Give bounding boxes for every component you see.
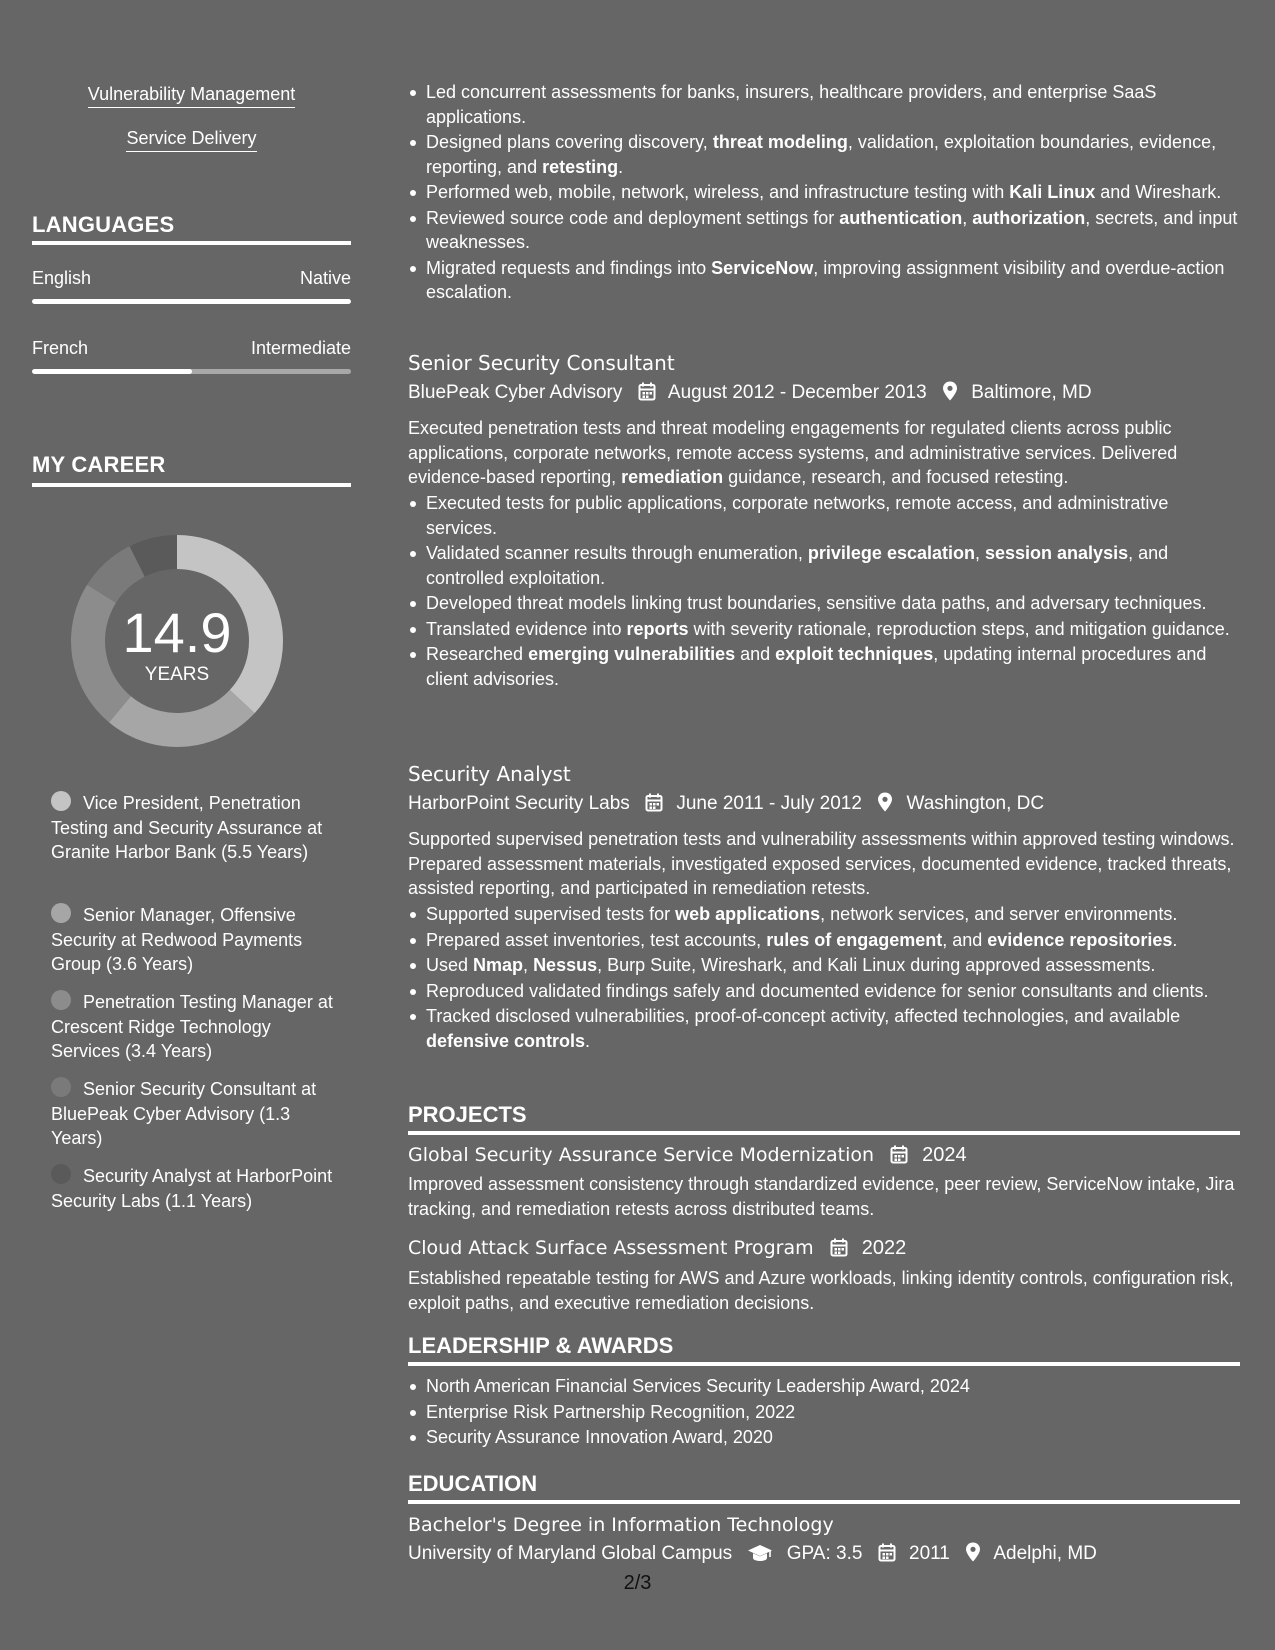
language-proficiency-fill bbox=[32, 369, 192, 374]
bullet-item: Designed plans covering discovery, threat modeling, validation, exploitation boundaries, evidence, reporting, and retesting. bbox=[408, 130, 1240, 179]
career-legend-label: Penetration Testing Manager at Crescent Ridge Technology Services (3.4 Years) bbox=[51, 992, 333, 1061]
career-legend-item bbox=[51, 1164, 336, 1213]
bullet-item: Migrated requests and findings into ServiceNow, improving assignment visibility and overdue-action escalation. bbox=[408, 256, 1240, 305]
job-summary: Supported supervised penetration tests and vulnerability assessments within approved testing windows. Prepared assessment materials, investigated exposed services, documented evidence, tracked threats, assisted reporting, and participated in remediation retests. bbox=[408, 829, 1235, 898]
job-bullets bbox=[408, 491, 1240, 692]
career-legend-label: Senior Security Consultant at BluePeak Cyber Advisory (1.3 Years) bbox=[51, 1079, 317, 1148]
location-pin-icon bbox=[877, 792, 893, 812]
skill-link[interactable] bbox=[32, 128, 351, 152]
graduation-cap-icon bbox=[747, 1544, 773, 1562]
language-level: Native bbox=[299, 268, 351, 288]
award-item: North American Financial Services Security Leadership Award, 2024 bbox=[408, 1374, 1240, 1399]
education-year: 2011 bbox=[909, 1543, 950, 1564]
job-dates: June 2011 - July 2012 bbox=[676, 793, 862, 814]
projects-rule bbox=[408, 1131, 1240, 1135]
calendar-icon bbox=[638, 382, 656, 401]
language-name: English bbox=[32, 268, 92, 288]
school-name: University of Maryland Global Campus bbox=[408, 1543, 733, 1564]
bullet-item: Used Nmap, Nessus, Burp Suite, Wireshark, and Kali Linux during approved assessments. bbox=[408, 953, 1240, 978]
language-name: French bbox=[32, 338, 89, 358]
bullet-item: Researched emerging vulnerabilities and exploit techniques, updating internal procedures and client advisories. bbox=[408, 642, 1240, 691]
awards-list bbox=[408, 1374, 1240, 1451]
job-meta bbox=[408, 380, 1240, 406]
skill-link[interactable] bbox=[32, 84, 351, 108]
leadership-heading: LEADERSHIP & AWARDS bbox=[408, 1333, 674, 1358]
calendar-icon bbox=[890, 1145, 908, 1164]
career-rule bbox=[32, 483, 351, 487]
job-summary: Executed penetration tests and threat modeling engagements for regulated clients across public applications, corporate networks, remote access systems, and administrative services. Delivered evidence-based reporting, remediation guidance, research, and focused retesting. bbox=[408, 418, 1178, 487]
education-rule bbox=[408, 1500, 1240, 1504]
calendar-icon bbox=[830, 1238, 848, 1257]
bullet-item: Developed threat models linking trust boundaries, sensitive data paths, and adversary techniques. bbox=[408, 591, 1240, 616]
career-legend-dot bbox=[51, 903, 71, 923]
job-title: Security Analyst bbox=[408, 762, 571, 786]
career-legend-label: Security Analyst at HarborPoint Security Labs (1.1 Years) bbox=[51, 1166, 333, 1211]
company-name: HarborPoint Security Labs bbox=[408, 793, 630, 814]
project-year: 2022 bbox=[861, 1237, 907, 1259]
bullet-item: Executed tests for public applications, corporate networks, remote access, and administrative services. bbox=[408, 491, 1240, 540]
job-meta bbox=[408, 791, 1240, 817]
bullet-item: Supported supervised tests for web applications, network services, and server environments. bbox=[408, 902, 1240, 927]
bullet-item: Reproduced validated findings safely and documented evidence for senior consultants and clients. bbox=[408, 979, 1240, 1004]
calendar-icon bbox=[878, 1543, 896, 1562]
previous-job-bullets bbox=[408, 80, 1240, 306]
bullet-item: Prepared asset inventories, test accounts, rules of engagement, and evidence repositories. bbox=[408, 928, 1240, 953]
bullet-item: Translated evidence into reports with severity rationale, reproduction steps, and mitigation guidance. bbox=[408, 617, 1240, 642]
career-legend-dot bbox=[51, 791, 71, 811]
project-title: Cloud Attack Surface Assessment Program bbox=[408, 1237, 814, 1259]
sidebar bbox=[32, 0, 351, 1650]
skill-label[interactable]: Service Delivery bbox=[126, 128, 256, 152]
project-description: Established repeatable testing for AWS and Azure workloads, linking identity controls, configuration risk, exploit paths, and executive remediation decisions. bbox=[408, 1268, 1234, 1313]
company-name: BluePeak Cyber Advisory bbox=[408, 382, 623, 403]
project-title-row bbox=[408, 1235, 1240, 1261]
languages-rule bbox=[32, 241, 351, 245]
bullet-item: Tracked disclosed vulnerabilities, proof-of-concept activity, affected technologies, and available defensive controls. bbox=[408, 1004, 1240, 1053]
project-title-row bbox=[408, 1142, 1240, 1168]
degree-title: Bachelor's Degree in Information Technology bbox=[408, 1514, 834, 1536]
job-dates: August 2012 - December 2013 bbox=[667, 382, 927, 403]
location-pin-icon bbox=[942, 381, 958, 401]
education-gpa: GPA: 3.5 bbox=[786, 1543, 863, 1564]
career-legend-item bbox=[51, 990, 336, 1064]
language-proficiency-bar bbox=[32, 369, 351, 374]
bullet-item: Validated scanner results through enumeration, privilege escalation, session analysis, and controlled exploitation. bbox=[408, 541, 1240, 590]
career-legend-item bbox=[51, 903, 336, 977]
language-level: Intermediate bbox=[250, 338, 351, 358]
career-legend-dot bbox=[51, 1077, 71, 1097]
main-column bbox=[408, 0, 1240, 1650]
career-legend-dot bbox=[51, 1164, 71, 1184]
job-location: Baltimore, MD bbox=[971, 382, 1092, 403]
job-bullets bbox=[408, 902, 1240, 1054]
project-description: Improved assessment consistency through standardized evidence, peer review, ServiceNow intake, Jira tracking, and remediation retests across distributed teams. bbox=[408, 1174, 1235, 1219]
award-item: Security Assurance Innovation Award, 2020 bbox=[408, 1425, 1240, 1450]
bullet-item: Performed web, mobile, network, wireless, and infrastructure testing with Kali Linux and Wireshark. bbox=[408, 180, 1240, 205]
education-heading: EDUCATION bbox=[408, 1471, 538, 1496]
languages-heading: LANGUAGES bbox=[32, 212, 175, 237]
career-total-years: 14.9 bbox=[122, 601, 232, 664]
education-location: Adelphi, MD bbox=[993, 1543, 1097, 1564]
skill-label[interactable]: Vulnerability Management bbox=[88, 84, 295, 108]
location-pin-icon bbox=[965, 1542, 981, 1562]
page-number: 2/3 bbox=[623, 1572, 652, 1594]
career-legend-label: Senior Manager, Offensive Security at Redwood Payments Group (3.6 Years) bbox=[51, 905, 303, 974]
calendar-icon bbox=[645, 793, 663, 812]
bullet-item: Led concurrent assessments for banks, insurers, healthcare providers, and enterprise SaaS applications. bbox=[408, 80, 1240, 129]
career-heading: MY CAREER bbox=[32, 452, 166, 477]
job-location: Washington, DC bbox=[906, 793, 1045, 814]
projects-heading: PROJECTS bbox=[408, 1102, 527, 1127]
award-item: Enterprise Risk Partnership Recognition, 2022 bbox=[408, 1400, 1240, 1425]
education-meta bbox=[408, 1541, 1240, 1567]
bullet-item: Reviewed source code and deployment settings for authentication, authorization, secrets, and input weaknesses. bbox=[408, 206, 1240, 255]
career-legend-item bbox=[51, 791, 336, 865]
career-legend-dot bbox=[51, 990, 71, 1010]
leadership-rule bbox=[408, 1362, 1240, 1366]
career-legend-item bbox=[51, 1077, 336, 1151]
career-legend-label: Vice President, Penetration Testing and Security Assurance at Granite Harbor Bank (5.5 Years) bbox=[51, 793, 323, 862]
career-donut-segment bbox=[109, 690, 255, 747]
project-year: 2024 bbox=[922, 1144, 967, 1166]
career-years-label: YEARS bbox=[144, 664, 210, 685]
language-proficiency-fill bbox=[32, 299, 351, 304]
project-title: Global Security Assurance Service Modernization bbox=[408, 1144, 875, 1166]
job-title: Senior Security Consultant bbox=[408, 351, 675, 375]
language-proficiency-bar bbox=[32, 299, 351, 304]
